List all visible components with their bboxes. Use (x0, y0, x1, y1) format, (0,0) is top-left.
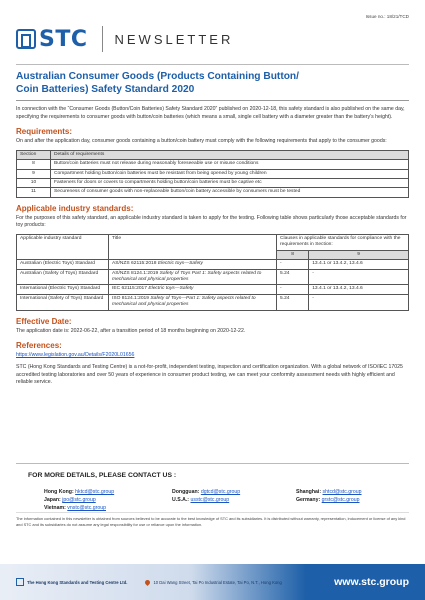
table-row (17, 285, 409, 294)
title-divider (16, 100, 409, 101)
contact-label: U.S.A.: (172, 497, 190, 503)
clause-9-cell: 13.4.1 or 13.4.2, 13.4.6 (309, 285, 409, 294)
col-title: Title (109, 235, 277, 260)
standards-heading: Applicable industry standards: (16, 203, 134, 213)
detail-cell: Button/coin batteries must not release during reasonably foreseeable use or misuse conditions (51, 160, 409, 169)
top-divider (16, 64, 409, 65)
standard-code: AS/NZS 8124.1:2019 (112, 270, 159, 276)
section-cell: 8 (17, 160, 51, 169)
standard-code: IEC 62115:2017 (112, 286, 147, 292)
contact-label: Shanghai: (296, 489, 322, 495)
contact-grid (44, 489, 409, 511)
section-cell: 9 (17, 169, 51, 178)
contact-label: Germany: (296, 497, 321, 503)
col-section: Section (17, 150, 51, 159)
contact-email[interactable]: dgtcd@stc.group (200, 489, 241, 495)
requirements-header-row (17, 150, 409, 159)
disclaimer: The information contained in this newsletter is obtained from sources believed to be accurate to the best knowledge of STC and its subsidiaries. It is distributed without warranty, representation, inducement or license of any kind and STC and its subsidiaries do not assume any legal responsibility for use or reliance upon the information. (16, 512, 409, 527)
article (16, 70, 409, 387)
stc-mini-logo-icon (16, 578, 24, 586)
clause-8-cell: 5.24 (277, 294, 309, 310)
standard-cell: Australian (Safety of Toys) Standard (17, 269, 109, 285)
intro-paragraph: In connection with the “Consumer Goods (Button/Coin Batteries) Safety Standard 2020” published on 2020-12-18, this safety standard is also published on the same day, specifying the requirements to consumer goods with button/coin batteries (which means a small, single cell battery with a diameter greater than the battery’s height). (16, 106, 405, 120)
clause-8-cell: 5.24 (277, 269, 309, 285)
contact-shanghai (296, 489, 416, 495)
title-cell (109, 285, 277, 294)
contact-email[interactable]: shtcd@stc.group (322, 489, 362, 495)
table-row (17, 294, 409, 310)
table-row (17, 188, 409, 197)
effective-date-text: The application date is: 2022-06-22, after a transition period of 18 months beginning on 2020-12-22. (16, 327, 246, 334)
standard-cell: International (Safety of Toys) Standard (17, 294, 109, 310)
reference-link[interactable]: https://www.legislation.gov.au/Details/F2020L01656 (16, 352, 135, 359)
stc-logo (16, 24, 88, 54)
standards-table (16, 234, 409, 311)
standards-header-row (17, 235, 409, 251)
col-details: Details of requirements (51, 150, 409, 159)
contact-label: Japan: (44, 497, 61, 503)
contact-vietnam (44, 505, 172, 511)
detail-cell: Compartment holding button/coin batteries must be resistant from being opened by young children (51, 169, 409, 178)
footer-address (145, 580, 281, 585)
effective-date-heading: Effective Date: (16, 316, 72, 326)
header-divider (102, 26, 103, 52)
contact-usa (172, 497, 296, 503)
table-row (17, 260, 409, 269)
standard-code: AS/NZS 62115:2018 (112, 261, 157, 267)
article-title-line-2: Coin Batteries) Safety Standard 2020 (16, 84, 195, 95)
references-heading: References: (16, 341, 62, 351)
standard-title: Safety of Toys—Part 1: Safety aspects related to mechanical and physical properties (112, 295, 256, 308)
contact-email[interactable]: hktcd@stc.group (75, 489, 115, 495)
standard-code: ISO 8124.1:2019 (112, 295, 149, 301)
detail-cell: Secureness of consumer goods with non-replaceable button/coin battery accessible by consumers must be tested (51, 188, 409, 197)
col-standard: Applicable industry standard (17, 235, 109, 260)
footer-bar (0, 564, 425, 600)
requirements-heading: Requirements: (16, 127, 73, 137)
newsletter-label: NEWSLETTER (114, 31, 234, 47)
section-cell: 10 (17, 179, 51, 188)
contact-germany (296, 497, 416, 503)
footer-website-link[interactable]: www.stc.group (334, 576, 409, 588)
contact-email[interactable]: usstc@stc.group (190, 497, 230, 503)
contact-label: Hong Kong: (44, 489, 74, 495)
location-pin-icon (144, 578, 151, 585)
contact-label: Dongguan: (172, 489, 200, 495)
article-title-line-1: Australian Consumer Goods (Products Containing Button/ (16, 71, 299, 82)
col-section-8: 8 (277, 250, 309, 259)
clause-9-cell: - (309, 294, 409, 310)
col-section-9: 9 (309, 250, 409, 259)
title-cell (109, 269, 277, 285)
table-row (17, 169, 409, 178)
table-row (17, 160, 409, 169)
standard-cell: Australian (Electric Toys) Standard (17, 260, 109, 269)
logo-text: STC (39, 26, 88, 52)
contact-email[interactable]: vnstc@stc.group (67, 505, 106, 511)
table-row (17, 179, 409, 188)
contact-japan (44, 497, 172, 503)
contact-email[interactable]: jpo@stc.group (62, 497, 96, 503)
article-title (16, 70, 409, 96)
clause-9-cell: - (309, 269, 409, 285)
contact-email[interactable]: grstc@stc.group (321, 497, 360, 503)
detail-cell: Fasteners for doors or covers to compartments holding button/coin batteries must be captive etc (51, 179, 409, 188)
standard-title: Electric toys—Safety (148, 286, 194, 292)
contact-title: FOR MORE DETAILS, PLEASE CONTACT US : (28, 472, 177, 479)
footer-address-text: 10 Dai Wang Street, Tai Po Industrial Estate, Tai Po, N.T., Hong Kong (153, 579, 282, 585)
col-clauses: Clauses in applicable standards for compliance with the requirements in Section: (277, 235, 409, 251)
standard-cell: International (Electric Toys) Standard (17, 285, 109, 294)
requirements-text: On and after the application day, consumer goods containing a button/coin battery must comply with the following requirements that apply to the consumer goods: (16, 138, 387, 145)
title-cell (109, 294, 277, 310)
footer-logo (16, 578, 127, 586)
newsletter-header (16, 22, 409, 56)
section-cell: 11 (17, 188, 51, 197)
contact-hong-kong (44, 489, 172, 495)
issue-number: Issue no.: 18/21/TCD (365, 14, 409, 19)
contact-label: Vietnam: (44, 505, 66, 511)
clause-9-cell: 13.4.1 or 13.4.2, 13.4.6 (309, 260, 409, 269)
footer-org: The Hong Kong Standards and Testing Centre Ltd. (27, 579, 128, 585)
standard-title: Safety of Toys Part 1: Safety aspects related to mechanical and physical properties (112, 270, 262, 283)
standard-title: Electric toys—Safety (157, 261, 203, 267)
about-paragraph: STC (Hong Kong Standards and Testing Centre) is a not-for-profit, independent testing, inspection and certification organization. With a global network of ISO/IEC 17025 accredited testing laboratories and over 50 years of experience in consumer product testing, we can meet your conformity assessment needs with highly efficient and reliable service. (16, 364, 403, 386)
title-cell (109, 260, 277, 269)
clause-8-cell: - (277, 260, 309, 269)
stc-logo-mark-icon (16, 29, 36, 49)
clause-8-cell: - (277, 285, 309, 294)
requirements-table (16, 150, 409, 198)
standards-text: For the purposes of this safety standard, an applicable industry standard is taken to apply for the testing. Following table shows particularly those acceptable standards for toy products: (16, 214, 407, 229)
contact-dongguan (172, 489, 296, 495)
table-row (17, 269, 409, 285)
